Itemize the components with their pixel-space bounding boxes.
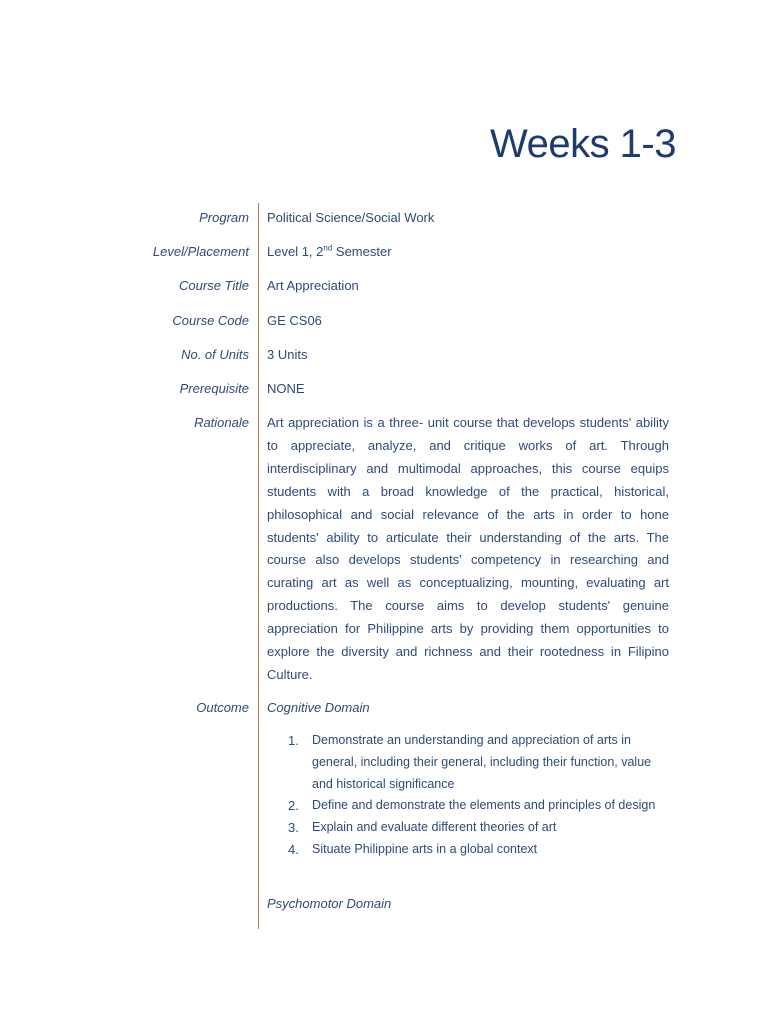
- level-value-suffix: Semester: [332, 244, 392, 259]
- list-item: [288, 730, 670, 795]
- field-label: Course Code: [172, 313, 249, 328]
- field-value: NONE: [267, 381, 305, 396]
- vertical-divider: [258, 203, 259, 929]
- field-label: Course Title: [179, 278, 249, 293]
- list-item-text: Situate Philippine arts in a global context: [312, 841, 538, 856]
- field-value: GE CS06: [267, 313, 322, 328]
- list-item-text: Explain and evaluate different theories of art: [312, 820, 557, 835]
- field-value: Political Science/Social Work: [267, 210, 435, 225]
- list-item-text: Define and demonstrate the elements and principles of design: [312, 798, 656, 813]
- list-item: [288, 795, 670, 817]
- field-label: Rationale: [194, 415, 249, 430]
- cognitive-domain-heading: Cognitive Domain: [267, 700, 370, 715]
- list-item: [288, 839, 670, 861]
- level-value-main: Level 1, 2: [267, 244, 324, 259]
- list-number: 3.: [288, 820, 299, 836]
- field-label: Level/Placement: [152, 244, 249, 259]
- field-label: Program: [199, 210, 249, 225]
- list-item: [288, 817, 670, 839]
- psychomotor-domain-heading: Psychomotor Domain: [267, 896, 392, 911]
- page-title: Weeks 1-3: [490, 122, 676, 166]
- field-value: 3 Units: [267, 347, 308, 362]
- rationale-text: Art appreciation is a three- unit course that develops students' ability to appreciate, analyze, and critique works of art. Through interdisciplinary and multimodal approaches, this course equips students with a broad knowledge of the practical, historical, philosophical and social relevance of the arts in order to hone students' ability to articulate their understanding of the arts. The course also develops students' competency in researching and curating art as well as conceptualizing, mounting, evaluating art productions. The course aims to develop students' genuine appreciation for Philippine arts by providing them opportunities to explore the diversity and richness and their rootedness in Filipino Culture.: [267, 415, 669, 682]
- list-number: 1.: [288, 733, 299, 748]
- list-number: 2.: [288, 798, 299, 814]
- field-value: [267, 244, 669, 259]
- field-label: No. of Units: [181, 347, 249, 362]
- list-item-text: Demonstrate an understanding and appreciation of arts in general, including their general, including their function, value and historical significance: [312, 733, 652, 791]
- field-label: Outcome: [196, 700, 249, 715]
- level-value-superscript: nd: [323, 243, 333, 253]
- field-value: Art Appreciation: [267, 278, 359, 293]
- field-label: Prerequisite: [179, 381, 249, 396]
- list-number: 4.: [288, 841, 299, 857]
- cognitive-outcomes-list: [288, 730, 670, 861]
